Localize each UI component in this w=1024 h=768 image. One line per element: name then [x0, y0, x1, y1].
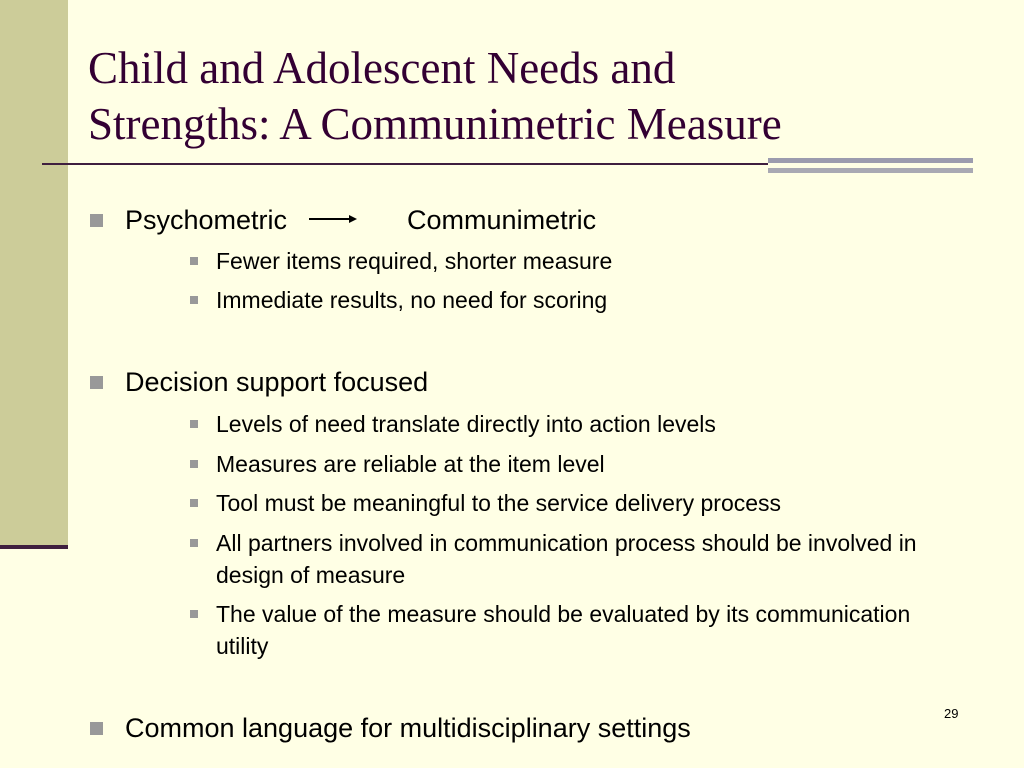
- title-underline-rule: [42, 163, 768, 165]
- square-bullet-icon: [190, 460, 198, 468]
- sub-bullet-text: All partners involved in communication process should be involved in design of measure: [216, 530, 917, 588]
- sub-bullet: [190, 487, 960, 519]
- sub-bullet-text: The value of the measure should be evaluated by its communication utility: [216, 601, 911, 659]
- bullet-text: Decision support focused: [125, 367, 429, 397]
- bullet-common-language: [90, 712, 691, 744]
- title-decorative-bars: [768, 158, 973, 178]
- title-line-2: Strengths: A Communimetric Measure: [88, 99, 782, 149]
- square-bullet-icon: [190, 257, 198, 265]
- sub-bullet: [190, 245, 960, 277]
- bullet-decision-support: [90, 366, 428, 398]
- sub-bullet-text: Measures are reliable at the item level: [216, 451, 605, 477]
- bullet-text: [125, 204, 596, 236]
- square-bullet-icon: [90, 214, 103, 227]
- square-bullet-icon: [190, 499, 198, 507]
- bullet-text: Common language for multidisciplinary settings: [125, 713, 691, 743]
- decorative-bar-bottom: [768, 168, 973, 173]
- square-bullet-icon: [90, 722, 103, 735]
- sub-bullet: [190, 408, 960, 440]
- sub-bullet: [190, 598, 960, 662]
- square-bullet-icon: [190, 610, 198, 618]
- bullet-psychometric: [90, 204, 596, 236]
- communimetric-label: Communimetric: [407, 205, 597, 235]
- sub-bullet: [190, 284, 960, 316]
- right-arrow-icon: [309, 213, 357, 225]
- sub-bullet-text: Fewer items required, shorter measure: [216, 248, 613, 274]
- sub-bullet: [190, 448, 960, 480]
- square-bullet-icon: [190, 296, 198, 304]
- slide-title: [88, 40, 988, 152]
- sub-bullet: [190, 527, 960, 591]
- square-bullet-icon: [190, 420, 198, 428]
- square-bullet-icon: [190, 539, 198, 547]
- title-line-1: Child and Adolescent Needs and: [88, 43, 676, 93]
- left-band-accent-line: [0, 545, 68, 549]
- left-decorative-band: [0, 0, 68, 545]
- sub-bullet-text: Tool must be meaningful to the service delivery process: [216, 490, 782, 516]
- psychometric-label: Psychometric: [125, 205, 288, 235]
- sub-bullet-text: Immediate results, no need for scoring: [216, 287, 608, 313]
- decorative-bar-top: [768, 158, 973, 163]
- square-bullet-icon: [90, 376, 103, 389]
- page-number: 29: [944, 706, 959, 721]
- sub-bullet-text: Levels of need translate directly into action levels: [216, 411, 716, 437]
